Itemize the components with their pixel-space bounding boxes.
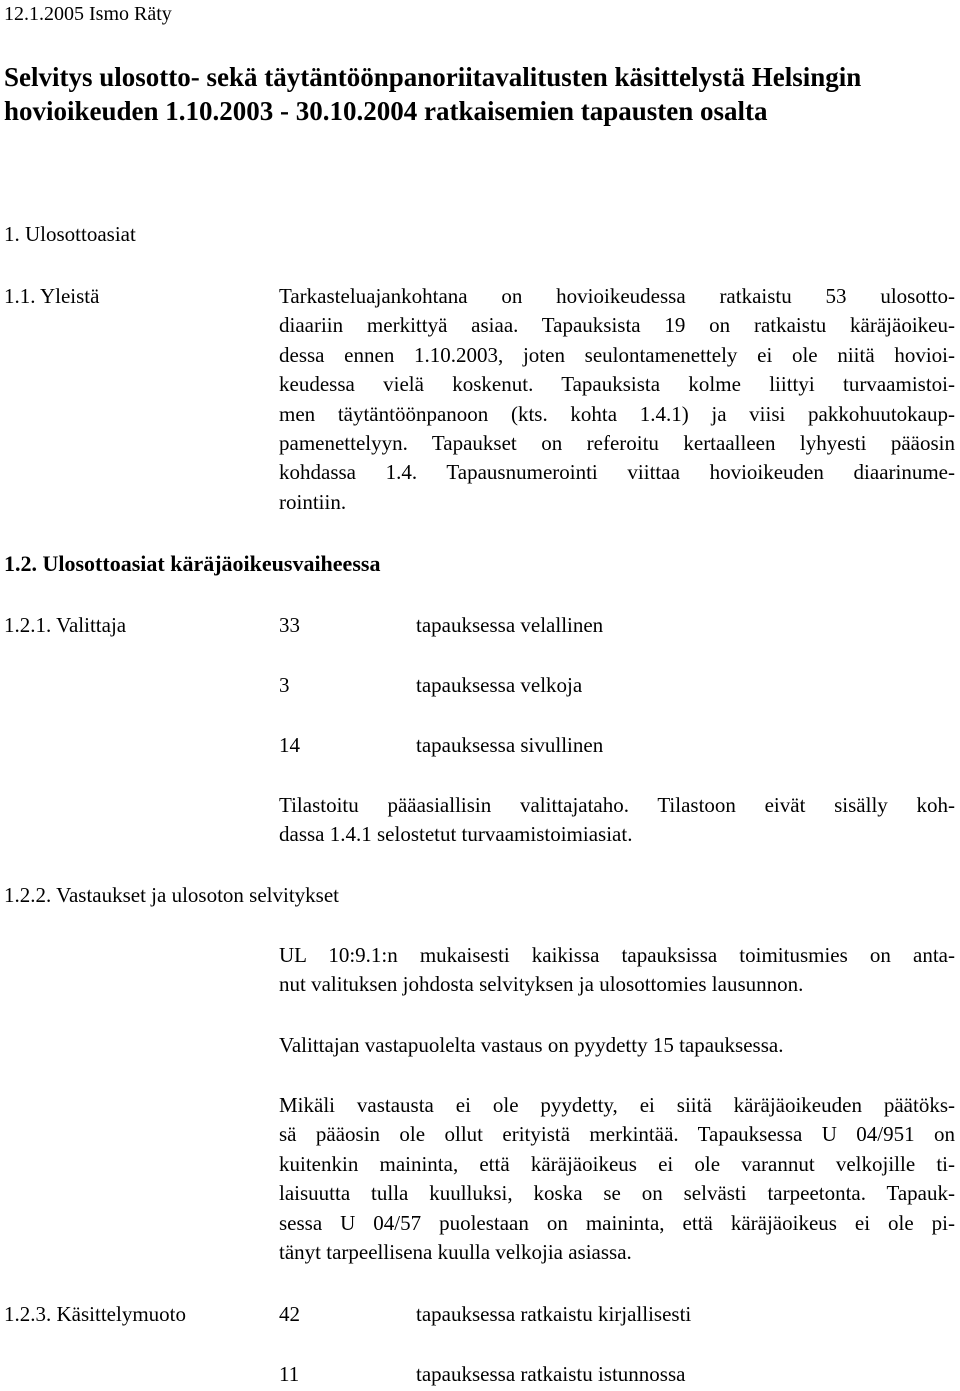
section-1-2-2-paragraph-1	[279, 941, 955, 1000]
section-1-2-1-label: 1.2.1. Valittaja	[4, 613, 127, 637]
paragraph-line: dessa ennen 1.10.2003, joten seulontamenettely ei ole niitä hovioi-	[279, 342, 955, 367]
section-1-1-paragraph	[279, 282, 955, 517]
paragraph-line: pamenettelyyn. Tapaukset on referoitu kertaalleen lyhyesti pääosin	[279, 430, 955, 455]
stat-count: 33	[279, 613, 300, 637]
paragraph-line: UL 10:9.1:n mukaisesti kaikissa tapauksissa toimitusmies on anta-	[279, 943, 955, 967]
stat-description: tapauksessa velallinen	[416, 613, 604, 637]
section-1-2-2-label: 1.2.2. Vastaukset ja ulosoton selvitykset	[4, 883, 340, 907]
stat-count: 3	[279, 673, 290, 697]
paragraph-line: laisuutta tulla kuulluksi, koska se on selvästi tarpeetonta. Tapauk-	[279, 1181, 955, 1206]
section-1-2-2-paragraph-2: Valittajan vastapuolelta vastaus on pyydetty 15 tapauksessa.	[279, 1033, 784, 1057]
paragraph-line: Tilastoitu pääasiallisin valittajataho. Tilastoon eivät sisälly koh-	[279, 793, 955, 817]
paragraph-line: nut valituksen johdosta selvityksen ja ulosottomies lausunnon.	[279, 972, 804, 997]
stat-description: tapauksessa sivullinen	[416, 733, 604, 757]
stat-description: tapauksessa velkoja	[416, 673, 583, 697]
section-1-2-3-label: 1.2.3. Käsittelymuoto	[4, 1302, 186, 1326]
document-title-line-1: Selvitys ulosotto- sekä täytäntöönpanoriitavalitusten käsittelystä Helsingin	[4, 62, 862, 92]
section-1-heading: 1. Ulosottoasiat	[4, 222, 136, 246]
paragraph-line: sä pääosin ole ollut erityistä merkintää. Tapauksessa U 04/951 on	[279, 1122, 955, 1147]
paragraph-line: kuitenkin maininta, että käräjäoikeus ei ole varannut velkojille ti-	[279, 1151, 955, 1176]
stat-description: tapauksessa ratkaistu kirjallisesti	[416, 1302, 692, 1326]
paragraph-line: kohdassa 1.4. Tapausnumerointi viittaa hovioikeuden diaarinume-	[279, 460, 955, 485]
paragraph-line: diaariin merkittyä asiaa. Tapauksista 19 on ratkaistu käräjäoikeu-	[279, 313, 955, 338]
paragraph-line: Tarkasteluajankohtana on hovioikeudessa ratkaistu 53 ulosotto-	[279, 284, 955, 308]
stat-count: 42	[279, 1302, 300, 1326]
section-1-2-2-paragraph-3	[279, 1091, 955, 1267]
paragraph-line: men täytäntöönpanoon (kts. kohta 1.4.1) ja viisi pakkohuutokaup-	[279, 401, 955, 426]
stat-description: tapauksessa ratkaistu istunnossa	[416, 1362, 686, 1386]
paragraph-line: Mikäli vastausta ei ole pyydetty, ei siitä käräjäoikeuden päätöks-	[279, 1093, 955, 1117]
section-1-2-1-note	[279, 791, 955, 850]
paragraph-line: rointiin.	[279, 489, 347, 514]
paragraph-line: dassa 1.4.1 selostetut turvaamistoimiasiat.	[279, 822, 633, 847]
stat-count: 11	[279, 1362, 300, 1386]
stat-count: 14	[279, 733, 300, 757]
section-1-2-heading: 1.2. Ulosottoasiat käräjäoikeusvaiheessa	[4, 551, 381, 576]
paragraph-line: keudessa vielä koskenut. Tapauksista kolme liittyi turvaamistoi-	[279, 372, 955, 397]
section-1-1-label: 1.1. Yleistä	[4, 284, 100, 308]
paragraph-line: tänyt tarpeellisena kuulla velkojia asiassa.	[279, 1239, 632, 1264]
document-title-line-2: hovioikeuden 1.10.2003 - 30.10.2004 ratkaisemien tapausten osalta	[4, 96, 768, 126]
header-date-author: 12.1.2005 Ismo Räty	[4, 3, 172, 25]
paragraph-line: sessa U 04/57 puolestaan on maininta, että käräjäoikeus ei ole pi-	[279, 1210, 955, 1235]
